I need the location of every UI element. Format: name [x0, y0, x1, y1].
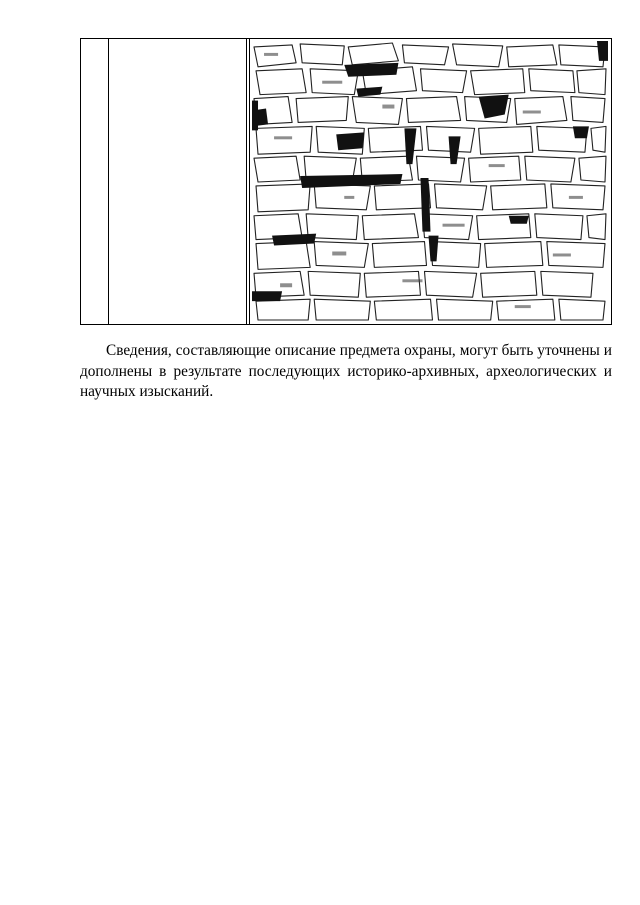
- document-paragraph: Сведения, составляющие описание предмета охраны, могут быть уточнены и дополнены в результате последующих историко-архивных, археологических и научных изысканий.: [80, 342, 612, 400]
- stone-wall-image: [252, 41, 608, 322]
- table-cell-description: [109, 39, 246, 324]
- table-column-divider: [246, 39, 247, 324]
- protection-subject-table: [80, 38, 612, 325]
- table-cell-number: [81, 39, 108, 324]
- stone-wall-photo: [252, 41, 608, 322]
- table-column-divider-double: [249, 39, 250, 324]
